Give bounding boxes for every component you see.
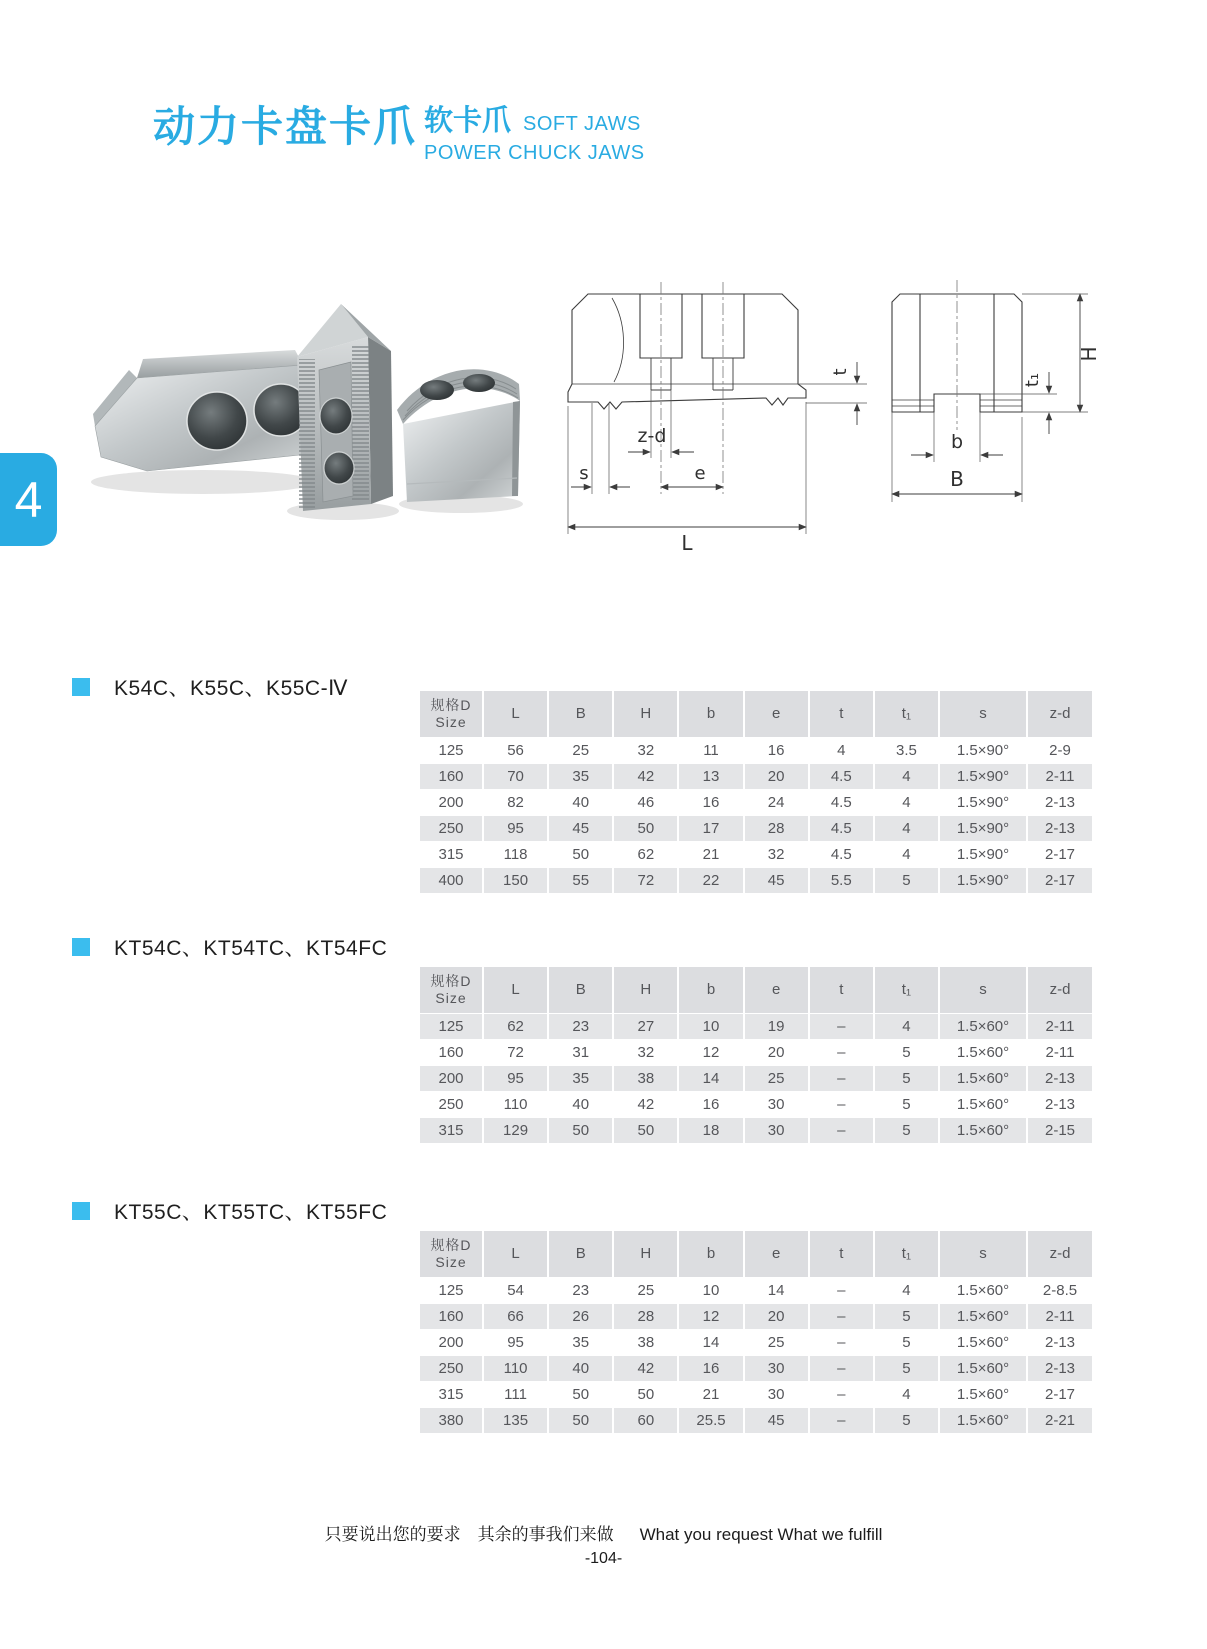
- table-cell: 2-11: [1028, 1014, 1092, 1039]
- table-cell: 2-21: [1028, 1408, 1092, 1433]
- table-cell: 5: [875, 1066, 938, 1091]
- table-cell: 60: [614, 1408, 677, 1433]
- size-header-cn: 规格D: [430, 973, 472, 990]
- table-cell: 66: [484, 1304, 547, 1329]
- table-cell: 1.5×60°: [940, 1382, 1026, 1407]
- header-row: [420, 967, 1092, 1013]
- front-view-outline: [568, 294, 806, 409]
- table-cell: 2-9: [1028, 738, 1092, 763]
- table-cell: 40: [549, 1356, 612, 1381]
- table-cell: 250: [420, 1356, 482, 1381]
- col-header: L: [484, 967, 547, 1013]
- table-cell: 17: [679, 816, 742, 841]
- table-cell: 45: [549, 816, 612, 841]
- col-header: z-d: [1028, 967, 1092, 1013]
- table-cell: 82: [484, 790, 547, 815]
- table-cell: 2-13: [1028, 816, 1092, 841]
- col-header: t: [810, 1231, 873, 1277]
- table-cell: 45: [745, 1408, 808, 1433]
- table-cell: 1.5×90°: [940, 790, 1026, 815]
- table-cell: 160: [420, 764, 482, 789]
- table-cell: 32: [614, 738, 677, 763]
- dim-label-b: b: [950, 431, 964, 453]
- table-cell: 42: [614, 1092, 677, 1117]
- subtitle-en-line2: POWER CHUCK JAWS: [424, 142, 645, 164]
- table-cell: 4: [875, 1278, 938, 1303]
- table-cell: 200: [420, 790, 482, 815]
- table-cell: 20: [745, 1040, 808, 1065]
- table-cell: 5: [875, 1304, 938, 1329]
- section-3-table-wrap: [418, 1230, 1094, 1434]
- table-cell: 160: [420, 1304, 482, 1329]
- table-cell: 30: [745, 1356, 808, 1381]
- table-cell: 1.5×90°: [940, 764, 1026, 789]
- footer-slogan-en: What you request What we fulfill: [639, 1525, 883, 1544]
- table-cell: 50: [614, 1382, 677, 1407]
- table-cell: 72: [614, 868, 677, 893]
- table-cell: 2-11: [1028, 764, 1092, 789]
- table-cell: 50: [549, 1408, 612, 1433]
- header-row: [420, 691, 1092, 737]
- dim-label-zd: z-d: [637, 425, 667, 447]
- table-row: [420, 1356, 1092, 1381]
- col-header: B: [549, 691, 612, 737]
- dim-label-H: H: [1077, 346, 1101, 362]
- jaw-block-left: [93, 350, 309, 471]
- col-header: B: [549, 967, 612, 1013]
- table-cell: 2-13: [1028, 790, 1092, 815]
- table-cell: 24: [745, 790, 808, 815]
- table-cell: 110: [484, 1092, 547, 1117]
- product-photo: [85, 258, 525, 528]
- table-cell: 11: [679, 738, 742, 763]
- table-cell: –: [810, 1382, 873, 1407]
- col-header-size: [420, 1231, 482, 1277]
- page-title: 动力卡盘卡爪: [153, 103, 418, 150]
- col-header: b: [679, 691, 742, 737]
- size-header-cn: 规格D: [430, 1237, 472, 1254]
- col-header-size: [420, 967, 482, 1013]
- technical-drawing: [552, 272, 1102, 582]
- dim-label-B: B: [950, 467, 964, 491]
- table-cell: 40: [549, 790, 612, 815]
- dim-label-e: e: [694, 463, 706, 484]
- table-cell: 16: [679, 1356, 742, 1381]
- table-row: [420, 842, 1092, 867]
- table-cell: 125: [420, 1278, 482, 1303]
- table-row: [420, 868, 1092, 893]
- table-cell: 1.5×90°: [940, 738, 1026, 763]
- section-2-head: [72, 932, 387, 962]
- table-cell: 62: [484, 1014, 547, 1039]
- table-cell: 380: [420, 1408, 482, 1433]
- col-header: z-d: [1028, 1231, 1092, 1277]
- table-cell: 4: [875, 790, 938, 815]
- table-row: [420, 764, 1092, 789]
- table-cell: 35: [549, 1066, 612, 1091]
- table-cell: 70: [484, 764, 547, 789]
- table-cell: 5: [875, 1408, 938, 1433]
- table-row: [420, 1040, 1092, 1065]
- table-cell: 35: [549, 1330, 612, 1355]
- table-cell: –: [810, 1278, 873, 1303]
- table-cell: 95: [484, 1330, 547, 1355]
- spec-table-1: [418, 690, 1094, 894]
- col-header: e: [745, 691, 808, 737]
- table-cell: 1.5×60°: [940, 1330, 1026, 1355]
- table-cell: 315: [420, 1118, 482, 1143]
- dim-label-s: s: [579, 463, 589, 484]
- table-cell: 1.5×60°: [940, 1118, 1026, 1143]
- table-cell: 25: [614, 1278, 677, 1303]
- table-cell: 2-8.5: [1028, 1278, 1092, 1303]
- table-cell: 19: [745, 1014, 808, 1039]
- table-cell: 4: [875, 842, 938, 867]
- col-header: L: [484, 691, 547, 737]
- table-cell: 23: [549, 1014, 612, 1039]
- dim-label-L: L: [681, 531, 693, 555]
- table-cell: 25.5: [679, 1408, 742, 1433]
- table-cell: –: [810, 1118, 873, 1143]
- table-cell: –: [810, 1408, 873, 1433]
- table-row: [420, 1118, 1092, 1143]
- table-cell: 4: [810, 738, 873, 763]
- table-cell: 125: [420, 1014, 482, 1039]
- table-cell: 10: [679, 1278, 742, 1303]
- table-cell: 56: [484, 738, 547, 763]
- table-cell: 13: [679, 764, 742, 789]
- section-1-head: [72, 672, 348, 702]
- col-header: H: [614, 1231, 677, 1277]
- table-cell: 21: [679, 1382, 742, 1407]
- table-cell: 110: [484, 1356, 547, 1381]
- table-row: [420, 1014, 1092, 1039]
- table-row: [420, 816, 1092, 841]
- table-cell: 30: [745, 1382, 808, 1407]
- section-1-title: K54C、K55C、K55C-Ⅳ: [114, 677, 348, 700]
- col-header: z-d: [1028, 691, 1092, 737]
- table-cell: 95: [484, 1066, 547, 1091]
- table-cell: 1.5×90°: [940, 868, 1026, 893]
- table-cell: –: [810, 1066, 873, 1091]
- subtitle-en: SOFT JAWS: [523, 113, 641, 135]
- table-cell: 2-17: [1028, 842, 1092, 867]
- table-cell: 30: [745, 1118, 808, 1143]
- col-header: s: [940, 691, 1026, 737]
- table-cell: –: [810, 1304, 873, 1329]
- section-3-head: [72, 1196, 387, 1226]
- shadow: [91, 470, 315, 494]
- table-cell: 5: [875, 1092, 938, 1117]
- col-header-size: [420, 691, 482, 737]
- table-cell: 10: [679, 1014, 742, 1039]
- table-row: [420, 738, 1092, 763]
- table-cell: 21: [679, 842, 742, 867]
- col-header: s: [940, 967, 1026, 1013]
- table-cell: 160: [420, 1040, 482, 1065]
- table-row: [420, 1330, 1092, 1355]
- table-cell: 50: [614, 1118, 677, 1143]
- section-1-table-wrap: [418, 690, 1094, 894]
- table-cell: 1.5×60°: [940, 1014, 1026, 1039]
- col-header: e: [745, 1231, 808, 1277]
- col-header: b: [679, 1231, 742, 1277]
- col-header: s: [940, 1231, 1026, 1277]
- table-cell: 25: [745, 1066, 808, 1091]
- col-header: t: [810, 691, 873, 737]
- table-cell: 62: [614, 842, 677, 867]
- table-cell: 25: [549, 738, 612, 763]
- table-cell: 150: [484, 868, 547, 893]
- table-cell: 1.5×60°: [940, 1278, 1026, 1303]
- table-cell: 16: [679, 790, 742, 815]
- col-header: b: [679, 967, 742, 1013]
- col-header: t₁: [875, 967, 938, 1013]
- table-cell: –: [810, 1014, 873, 1039]
- table-cell: 46: [614, 790, 677, 815]
- table-cell: 2-13: [1028, 1356, 1092, 1381]
- table-cell: 4: [875, 764, 938, 789]
- table-cell: 2-17: [1028, 1382, 1092, 1407]
- table-cell: 4.5: [810, 816, 873, 841]
- table-cell: 28: [614, 1304, 677, 1329]
- table-cell: 2-17: [1028, 868, 1092, 893]
- table-cell: 1.5×60°: [940, 1356, 1026, 1381]
- table-cell: 27: [614, 1014, 677, 1039]
- section-2-table-wrap: [418, 966, 1094, 1144]
- table-cell: 5: [875, 1330, 938, 1355]
- table-cell: 1.5×90°: [940, 842, 1026, 867]
- table-cell: 20: [745, 764, 808, 789]
- col-header: H: [614, 967, 677, 1013]
- table-cell: 4: [875, 1014, 938, 1039]
- table-cell: 23: [549, 1278, 612, 1303]
- table-cell: 200: [420, 1066, 482, 1091]
- header-row: [420, 1231, 1092, 1277]
- table-cell: 26: [549, 1304, 612, 1329]
- table-cell: 5: [875, 1356, 938, 1381]
- table-cell: 14: [745, 1278, 808, 1303]
- table-cell: 55: [549, 868, 612, 893]
- table-row: [420, 790, 1092, 815]
- table-cell: 20: [745, 1304, 808, 1329]
- section-bullet: [72, 1202, 90, 1220]
- table-cell: 129: [484, 1118, 547, 1143]
- table-cell: 1.5×60°: [940, 1040, 1026, 1065]
- table-cell: 118: [484, 842, 547, 867]
- chapter-tab: 4: [0, 453, 57, 546]
- table-cell: 2-13: [1028, 1066, 1092, 1091]
- col-header: t: [810, 967, 873, 1013]
- table-cell: 2-11: [1028, 1304, 1092, 1329]
- table-cell: 54: [484, 1278, 547, 1303]
- table-cell: 135: [484, 1408, 547, 1433]
- table-row: [420, 1408, 1092, 1433]
- col-header: L: [484, 1231, 547, 1277]
- section-2-title: KT54C、KT54TC、KT54FC: [114, 937, 388, 960]
- table-cell: 12: [679, 1040, 742, 1065]
- table-cell: –: [810, 1040, 873, 1065]
- table-cell: 5: [875, 1040, 938, 1065]
- table-cell: 32: [745, 842, 808, 867]
- table-cell: 125: [420, 738, 482, 763]
- col-header: H: [614, 691, 677, 737]
- table-row: [420, 1092, 1092, 1117]
- table-cell: 50: [614, 816, 677, 841]
- table-cell: 200: [420, 1330, 482, 1355]
- table-cell: 2-15: [1028, 1118, 1092, 1143]
- size-header-en: Size: [435, 714, 467, 730]
- table-row: [420, 1278, 1092, 1303]
- col-header: e: [745, 967, 808, 1013]
- table-cell: 1.5×90°: [940, 816, 1026, 841]
- page-number: -104-: [584, 1550, 623, 1567]
- table-cell: 250: [420, 1092, 482, 1117]
- table-row: [420, 1382, 1092, 1407]
- table-cell: 50: [549, 1382, 612, 1407]
- spec-table-3: [418, 1230, 1094, 1434]
- table-cell: 12: [679, 1304, 742, 1329]
- table-cell: 4.5: [810, 790, 873, 815]
- table-cell: 1.5×60°: [940, 1092, 1026, 1117]
- footer-slogan: [0, 1520, 1207, 1545]
- section-bullet: [72, 938, 90, 956]
- table-cell: 14: [679, 1330, 742, 1355]
- size-header-en: Size: [435, 1254, 467, 1270]
- footer-slogan-cn: 只要说出您的要求 其余的事我们来做: [324, 1525, 614, 1544]
- table-cell: 1.5×60°: [940, 1304, 1026, 1329]
- table-cell: 72: [484, 1040, 547, 1065]
- table-cell: 2-13: [1028, 1330, 1092, 1355]
- table-row: [420, 1304, 1092, 1329]
- section-bullet: [72, 678, 90, 696]
- table-cell: 50: [549, 842, 612, 867]
- table-cell: 14: [679, 1066, 742, 1091]
- table-cell: 32: [614, 1040, 677, 1065]
- table-cell: 42: [614, 1356, 677, 1381]
- table-cell: 2-13: [1028, 1092, 1092, 1117]
- subtitle-cn: 软卡爪: [424, 105, 512, 137]
- table-cell: 4.5: [810, 842, 873, 867]
- table-cell: 111: [484, 1382, 547, 1407]
- table-cell: –: [810, 1356, 873, 1381]
- dim-label-t: t: [830, 368, 851, 376]
- table-cell: 250: [420, 816, 482, 841]
- table-cell: 95: [484, 816, 547, 841]
- table-cell: 22: [679, 868, 742, 893]
- table-cell: 5.5: [810, 868, 873, 893]
- size-header-en: Size: [435, 990, 467, 1006]
- table-cell: 18: [679, 1118, 742, 1143]
- table-cell: 2-11: [1028, 1040, 1092, 1065]
- table-row: [420, 1066, 1092, 1091]
- col-header: t₁: [875, 691, 938, 737]
- jaw-block-right: [397, 369, 520, 502]
- table-cell: 50: [549, 1118, 612, 1143]
- table-cell: 25: [745, 1330, 808, 1355]
- table-cell: 31: [549, 1040, 612, 1065]
- table-cell: 1.5×60°: [940, 1408, 1026, 1433]
- col-header: B: [549, 1231, 612, 1277]
- table-cell: 5: [875, 1118, 938, 1143]
- dim-label-t1: t₁: [1022, 372, 1043, 388]
- table-cell: –: [810, 1092, 873, 1117]
- spec-table-2: [418, 966, 1094, 1144]
- size-header-cn: 规格D: [430, 697, 472, 714]
- table-cell: 38: [614, 1066, 677, 1091]
- table-cell: 4.5: [810, 764, 873, 789]
- table-cell: 38: [614, 1330, 677, 1355]
- table-cell: 4: [875, 1382, 938, 1407]
- table-cell: 45: [745, 868, 808, 893]
- table-cell: 5: [875, 868, 938, 893]
- table-cell: 4: [875, 816, 938, 841]
- section-3-title: KT55C、KT55TC、KT55FC: [114, 1201, 388, 1224]
- table-cell: 315: [420, 1382, 482, 1407]
- table-cell: 400: [420, 868, 482, 893]
- table-cell: 1.5×60°: [940, 1066, 1026, 1091]
- table-cell: 28: [745, 816, 808, 841]
- col-header: t₁: [875, 1231, 938, 1277]
- jaw-block-middle: [297, 304, 393, 511]
- table-cell: 30: [745, 1092, 808, 1117]
- table-cell: –: [810, 1330, 873, 1355]
- table-cell: 3.5: [875, 738, 938, 763]
- table-cell: 40: [549, 1092, 612, 1117]
- table-cell: 16: [745, 738, 808, 763]
- table-cell: 315: [420, 842, 482, 867]
- table-cell: 42: [614, 764, 677, 789]
- page-subtitle: [424, 98, 645, 165]
- table-cell: 16: [679, 1092, 742, 1117]
- table-cell: 35: [549, 764, 612, 789]
